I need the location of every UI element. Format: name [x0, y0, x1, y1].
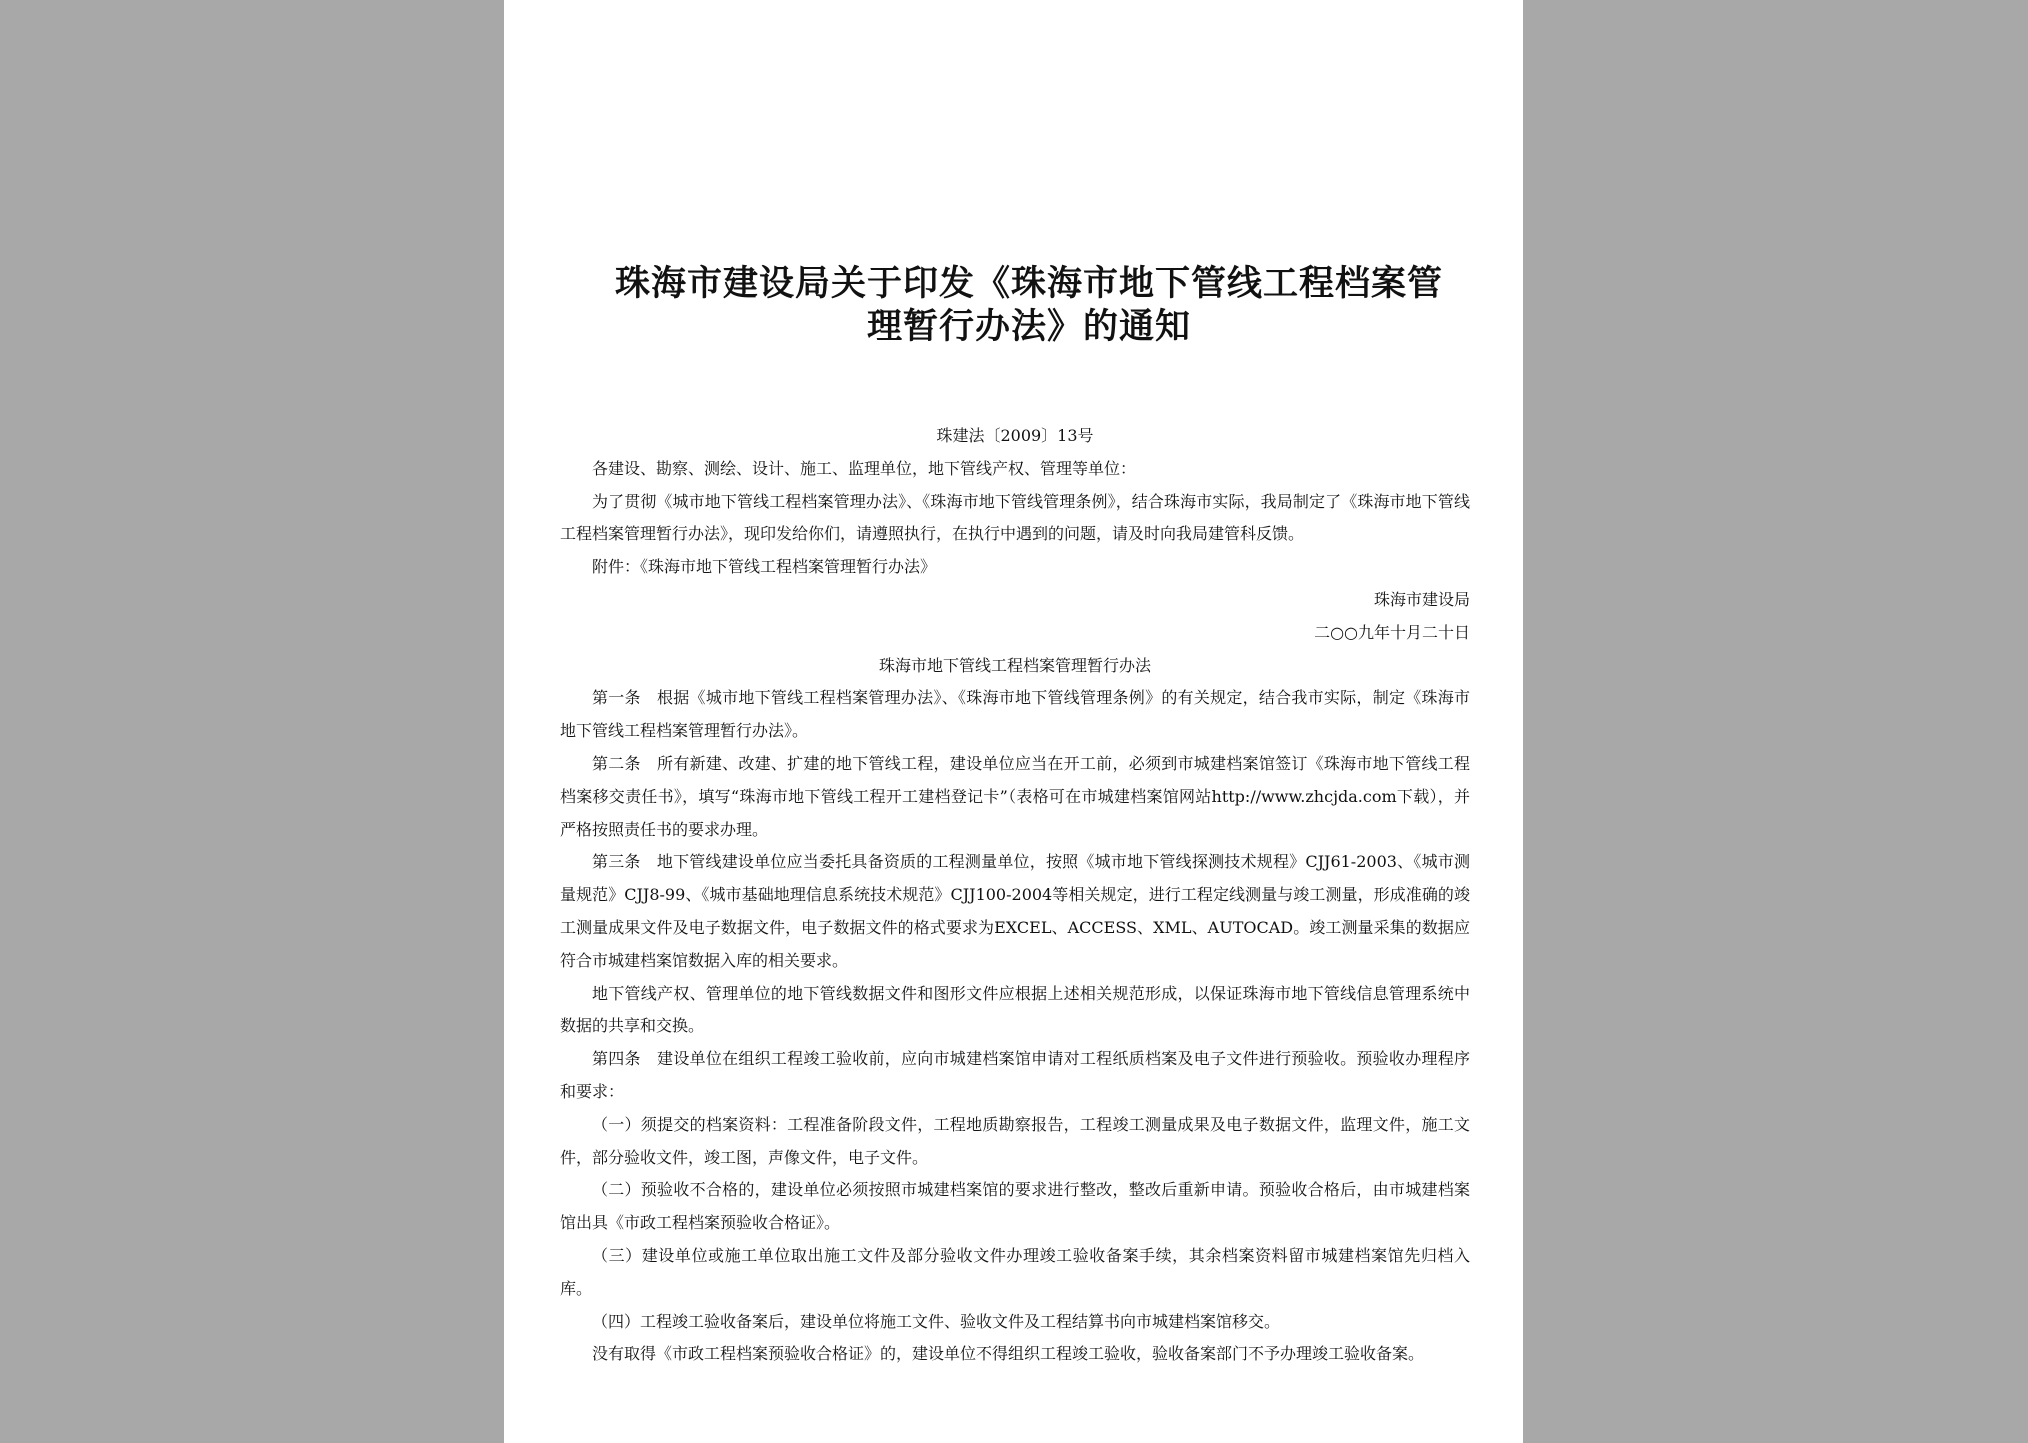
- article-paragraph: 第三条 地下管线建设单位应当委托具备资质的工程测量单位，按照《城市地下管线探测技术规程》CJJ61-2003、《城市测量规范》CJJ8-99、《城市基础地理信息系统技术规范》CJJ100-2004等相关规定，进行工程定线测量与竣工测量，形成准确的竣工测量成果文件及电子数据文件，电子数据文件的格式要求为EXCEL、ACCESS、XML、AUTOCAD。竣工测量采集的数据应符合市城建档案馆数据入库的相关要求。: [560, 852, 1470, 970]
- measures-title: 珠海市地下管线工程档案管理暂行办法: [878, 655, 1151, 675]
- document-number: 珠建法〔2009〕13号: [936, 426, 1094, 445]
- document-title: [594, 262, 1464, 348]
- title-line-1: 珠海市建设局关于印发《珠海市地下管线工程档案管: [614, 263, 1443, 304]
- document-page: [504, 0, 1523, 1443]
- article-paragraph: 第一条 根据《城市地下管线工程档案管理办法》、《珠海市地下管线管理条例》的有关规定，结合我市实际，制定《珠海市地下管线工程档案管理暂行办法》。: [560, 688, 1470, 741]
- article-paragraph: 第四条 建设单位在组织工程竣工验收前，应向市城建档案馆申请对工程纸质档案及电子文件进行预验收。预验收办理程序和要求：: [560, 1049, 1470, 1101]
- article-paragraph: 没有取得《市政工程档案预验收合格证》的，建设单位不得组织工程竣工验收，验收备案部门不予办理竣工验收备案。: [592, 1344, 1425, 1364]
- addressee: 各建设、勘察、测绘、设计、施工、监理单位，地下管线产权、管理等单位：: [592, 458, 1137, 478]
- article-paragraph: 地下管线产权、管理单位的地下管线数据文件和图形文件应根据上述相关规范形成，以保证珠海市地下管线信息管理系统中数据的共享和交换。: [560, 983, 1470, 1036]
- article-paragraph: （一）须提交的档案资料：工程准备阶段文件，工程地质勘察报告，工程竣工测量成果及电子数据文件，监理文件，施工文件，部分验收文件，竣工图，声像文件，电子文件。: [560, 1114, 1470, 1167]
- article-paragraph: 第二条 所有新建、改建、扩建的地下管线工程，建设单位应当在开工前，必须到市城建档案馆签订《珠海市地下管线工程档案移交责任书》，填写“珠海市地下管线工程开工建档登记卡”（表格可在市城建档案馆网站http://www.zhcjda.com下载），并严格按照责任书的要求办理。: [560, 753, 1470, 839]
- article-paragraph: （二）预验收不合格的，建设单位必须按照市城建档案馆的要求进行整改，整改后重新申请。预验收合格后，由市城建档案馆出具《市政工程档案预验收合格证》。: [560, 1180, 1470, 1233]
- article-paragraph: （四）工程竣工验收备案后，建设单位将施工文件、验收文件及工程结算书向市城建档案馆移交。: [592, 1311, 1281, 1331]
- document-body: [560, 420, 1470, 1371]
- issuer: 珠海市建设局: [1373, 589, 1470, 609]
- issue-date: 二○○九年十月二十日: [1314, 622, 1470, 642]
- intro-paragraph: 为了贯彻《城市地下管线工程档案管理办法》、《珠海市地下管线管理条例》，结合珠海市实际，我局制定了《珠海市地下管线工程档案管理暂行办法》，现印发给你们，请遵照执行，在执行中遇到的问题，请及时向我局建管科反馈。: [560, 491, 1470, 544]
- title-line-2: 理暂行办法》的通知: [866, 306, 1191, 347]
- attachment-note: 附件：《珠海市地下管线工程档案管理暂行办法》: [592, 557, 937, 577]
- article-paragraph: （三）建设单位或施工单位取出施工文件及部分验收文件办理竣工验收备案手续，其余档案资料留市城建档案馆先归档入库。: [560, 1245, 1470, 1298]
